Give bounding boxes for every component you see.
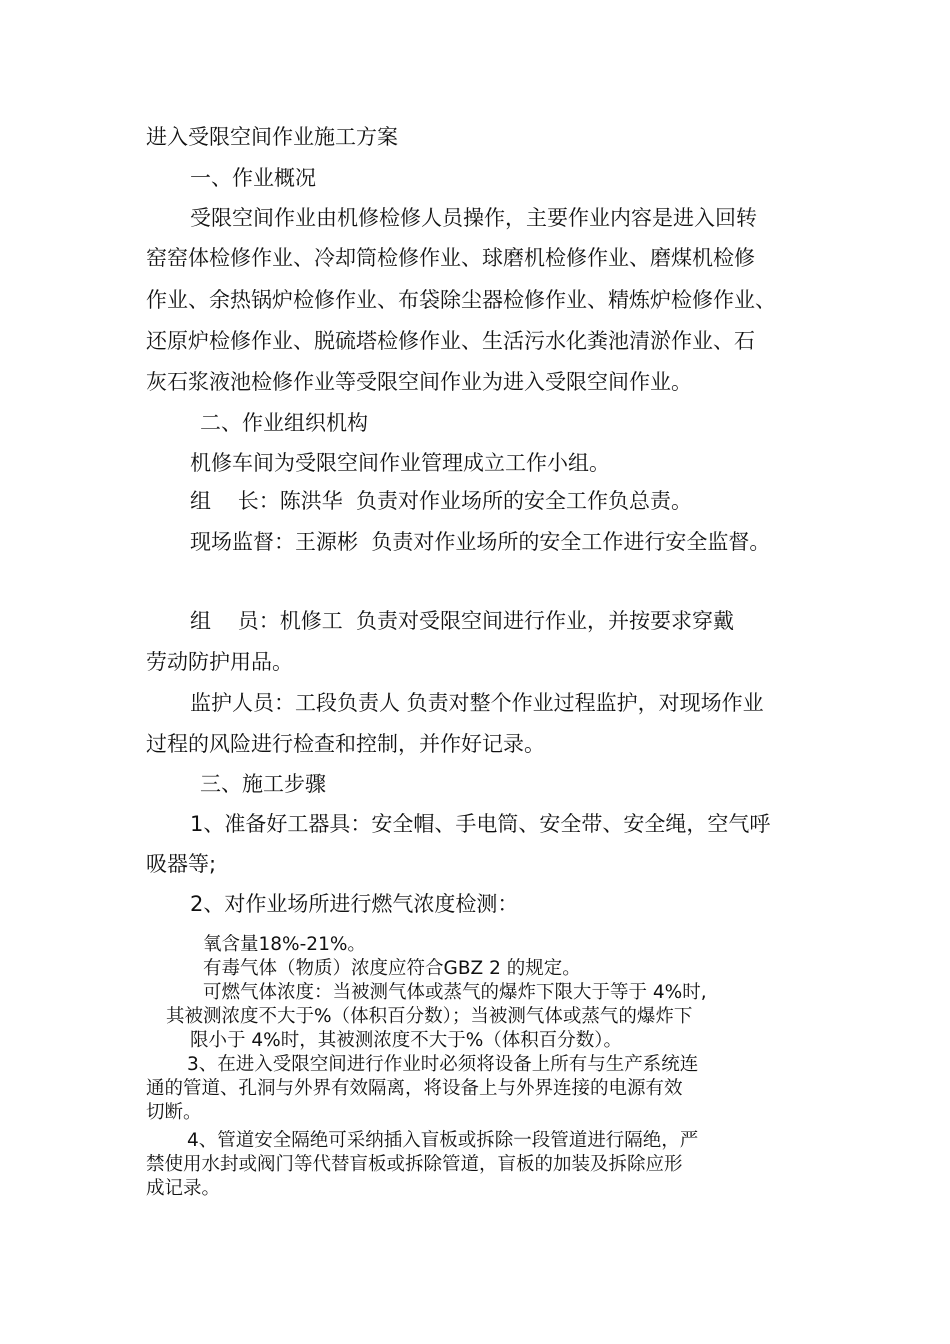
section-1-line: 作业、余热锅炉检修作业、布袋除尘器检修作业、精炼炉检修作业、 — [146, 288, 776, 312]
section-3-heading: 三、施工步骤 — [200, 772, 326, 796]
team-member-line-cont: 劳动防护用品。 — [146, 650, 293, 674]
site-supervisor-line: 现场监督：王源彬 负责对作业场所的安全工作进行安全监督。 — [190, 530, 771, 554]
step-1-line-cont: 吸器等; — [146, 852, 217, 876]
flammable-gas-line: 限小于 4%时，其被测浓度不大于%（体积百分数）。 — [190, 1030, 623, 1051]
section-1-heading: 一、作业概况 — [190, 166, 316, 190]
step-4-line: 禁使用水封或阀门等代替盲板或拆除管道，盲板的加装及拆除应形 — [146, 1154, 683, 1175]
team-member-line: 组 员：机修工 负责对受限空间进行作业，并按要求穿戴 — [190, 609, 735, 633]
section-2-intro: 机修车间为受限空间作业管理成立工作小组。 — [190, 451, 610, 475]
section-2-heading: 二、作业组织机构 — [200, 411, 368, 435]
section-1-line: 窑窑体检修作业、冷却筒检修作业、球磨机检修作业、磨煤机检修 — [146, 246, 755, 270]
step-3-line: 3、在进入受限空间进行作业时必须将设备上所有与生产系统连 — [187, 1054, 699, 1075]
section-1-line: 受限空间作业由机修检修人员操作，主要作业内容是进入回转 — [190, 206, 757, 230]
monitor-line: 监护人员：工段负责人 负责对整个作业过程监护，对现场作业 — [190, 691, 764, 715]
flammable-gas-line: 其被测浓度不大于%（体积百分数）；当被测气体或蒸气的爆炸下 — [166, 1006, 693, 1027]
step-1-line: 1、准备好工器具：安全帽、手电筒、安全带、安全绳，空气呼 — [190, 812, 771, 836]
toxic-gas-requirement: 有毒气体（物质）浓度应符合GBZ 2 的规定。 — [203, 958, 581, 979]
oxygen-content: 氧含量18%-21%。 — [203, 934, 366, 955]
section-1-line: 还原炉检修作业、脱硫塔检修作业、生活污水化粪池清淤作业、石 — [146, 329, 755, 353]
section-1-line: 灰石浆液池检修作业等受限空间作业为进入受限空间作业。 — [146, 370, 692, 394]
step-3-line: 切断。 — [146, 1102, 202, 1123]
team-leader-line: 组 长：陈洪华 负责对作业场所的安全工作负总责。 — [190, 489, 693, 513]
step-2-line: 2、对作业场所进行燃气浓度检测： — [190, 892, 519, 916]
monitor-line-cont: 过程的风险进行检查和控制，并作好记录。 — [146, 732, 545, 756]
step-4-line: 成记录。 — [146, 1178, 221, 1199]
flammable-gas-line: 可燃气体浓度：当被测气体或蒸气的爆炸下限大于等于 4%时, — [203, 982, 707, 1003]
step-4-line: 4、管道安全隔绝可采纳插入盲板或拆除一段管道进行隔绝，严 — [187, 1130, 699, 1151]
step-3-line: 通的管道、孔洞与外界有效隔离，将设备上与外界连接的电源有效 — [146, 1078, 683, 1099]
document-title: 进入受限空间作业施工方案 — [146, 125, 398, 149]
